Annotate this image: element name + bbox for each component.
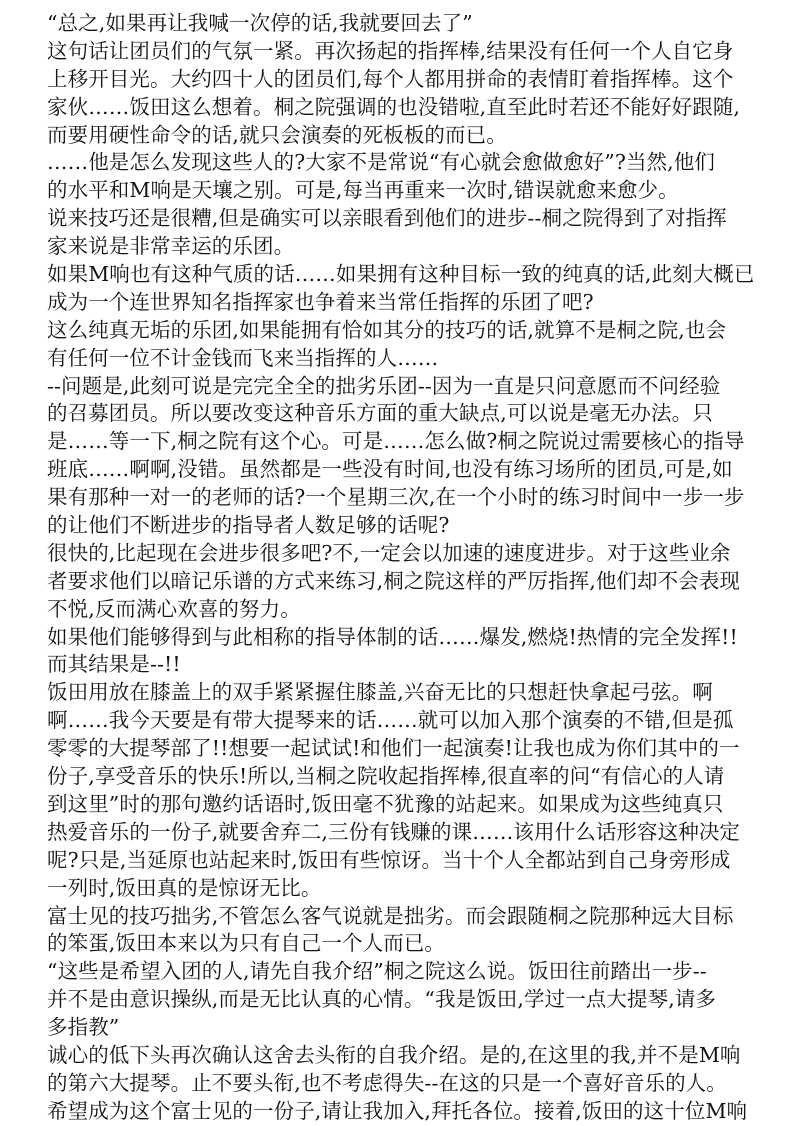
text-line: 的水平和M响是天壤之别。可是,每当再重来一次时,错误就愈来愈少。 bbox=[47, 178, 679, 203]
text-line: 不悦,反而满心欢喜的努力。 bbox=[47, 596, 301, 621]
text-line: 果有那种一对一的老师的话?一个星期三次,在一个小时的练习时间中一步一步 bbox=[47, 485, 745, 510]
text-line: 诚心的低下头再次确认这舍去头衔的自我介绍。是的,在这里的我,并不是M响 bbox=[47, 1042, 741, 1067]
text-line: 家伙……饭田这么想着。桐之院强调的也没错啦,直至此时若还不能好好跟随, bbox=[47, 94, 741, 119]
text-line: 热爱音乐的一份子,就要舍弃二,三份有钱赚的课……该用什么话形容这种决定 bbox=[47, 819, 741, 844]
text-line: 这么纯真无垢的乐团,如果能拥有恰如其分的技巧的话,就算不是桐之院,也会 bbox=[47, 317, 727, 342]
text-line: 富士见的技巧拙劣,不管怎么客气说就是拙劣。而会跟随桐之院那种远大目标 bbox=[47, 903, 734, 928]
text-line: 有任何一位不计金钱而飞来当指挥的人…… bbox=[47, 345, 439, 370]
text-line: 班底……啊啊,没错。虽然都是一些没有时间,也没有练习场所的团员,可是,如 bbox=[47, 457, 733, 482]
text-line: --问题是,此刻可说是完完全全的拙劣乐团--因为一直是只问意愿而不问经验 bbox=[47, 373, 721, 398]
text-line: 到这里”时的那句邀约话语时,饭田毫不犹豫的站起来。如果成为这些纯真只 bbox=[47, 791, 724, 816]
text-line: 家来说是非常幸运的乐团。 bbox=[47, 234, 295, 259]
text-line: 的让他们不断进步的指导者人数足够的话呢? bbox=[47, 513, 450, 538]
text-line: 份子,享受音乐的快乐!所以,当桐之院收起指挥棒,很直率的问“有信心的人请 bbox=[47, 764, 725, 789]
text-line: 如果M响也有这种气质的话……如果拥有这种目标一致的纯真的话,此刻大概已 bbox=[47, 262, 755, 287]
document-page bbox=[47, 10, 777, 1123]
text-line: 而要用硬性命令的话,就只会演奏的死板板的而已。 bbox=[47, 122, 507, 147]
text-line: 并不是由意识操纵,而是无比认真的心情。“我是饭田,学过一点大提琴,请多 bbox=[47, 987, 717, 1012]
text-line: 的第六大提琴。止不要头衔,也不考虑得失--在这的只是一个喜好音乐的人。 bbox=[47, 1070, 727, 1095]
text-line: 饭田用放在膝盖上的双手紧紧握住膝盖,兴奋无比的只想赶快拿起弓弦。啊 bbox=[47, 680, 713, 705]
text-line: 呢?只是,当延原也站起来时,饭田有些惊讶。当十个人全都站到自己身旁形成 bbox=[47, 847, 731, 872]
text-line: 多指教” bbox=[47, 1015, 120, 1040]
text-body bbox=[47, 10, 777, 1126]
text-line: 成为一个连世界知名指挥家也争着来当常任指挥的乐团了吧? bbox=[47, 289, 594, 314]
text-line: 的召募团员。所以要改变这种音乐方面的重大缺点,可以说是毫无办法。只 bbox=[47, 401, 713, 426]
text-line: 说来技巧还是很糟,但是确实可以亲眼看到他们的进步--桐之院得到了对指挥 bbox=[47, 206, 727, 231]
text-line: 上移开目光。大约四十人的团员们,每个人都用拼命的表情盯着指挥棒。这个 bbox=[47, 66, 734, 91]
text-line: 啊……我今天要是有带大提琴来的话……就可以加入那个演奏的不错,但是孤 bbox=[47, 708, 734, 733]
text-line: “总之,如果再让我喊一次停的话,我就要回去了” bbox=[47, 11, 473, 35]
text-line: 是……等一下,桐之院有这个心。可是……怎么做?桐之院说过需要核心的指导 bbox=[47, 429, 745, 454]
text-line: 一列时,饭田真的是惊讶无比。 bbox=[47, 875, 322, 900]
text-line: “这些是希望入团的人,请先自我介绍”桐之院这么说。饭田往前踏出一步-- bbox=[47, 959, 707, 984]
text-line: 这句话让团员们的气氛一紧。再次扬起的指挥棒,结果没有任何一个人自它身 bbox=[47, 38, 734, 63]
text-line: 如果他们能够得到与此相称的指导体制的话……爆发,燃烧!热情的完全发挥!! bbox=[47, 624, 738, 649]
text-line: ……他是怎么发现这些人的?大家不是常说“有心就会愈做愈好”?当然,他们 bbox=[47, 150, 715, 175]
text-line: 很快的,比起现在会进步很多吧?不,一定会以加速的速度进步。对于这些业余 bbox=[47, 540, 731, 565]
text-line: 零零的大提琴部了!!想要一起试试!和他们一起演奏!让我也成为你们其中的一 bbox=[47, 736, 740, 761]
text-line: 希望成为这个富士见的一份子,请让我加入,拜托各位。接着,饭田的这十位M响 bbox=[47, 1098, 748, 1123]
text-line: 的笨蛋,饭田本来以为只有自己一个人而已。 bbox=[47, 931, 446, 956]
text-line: 而其结果是--!! bbox=[47, 652, 181, 677]
text-line: 者要求他们以暗记乐谱的方式来练习,桐之院这样的严厉指挥,他们却不会表现 bbox=[47, 568, 741, 593]
